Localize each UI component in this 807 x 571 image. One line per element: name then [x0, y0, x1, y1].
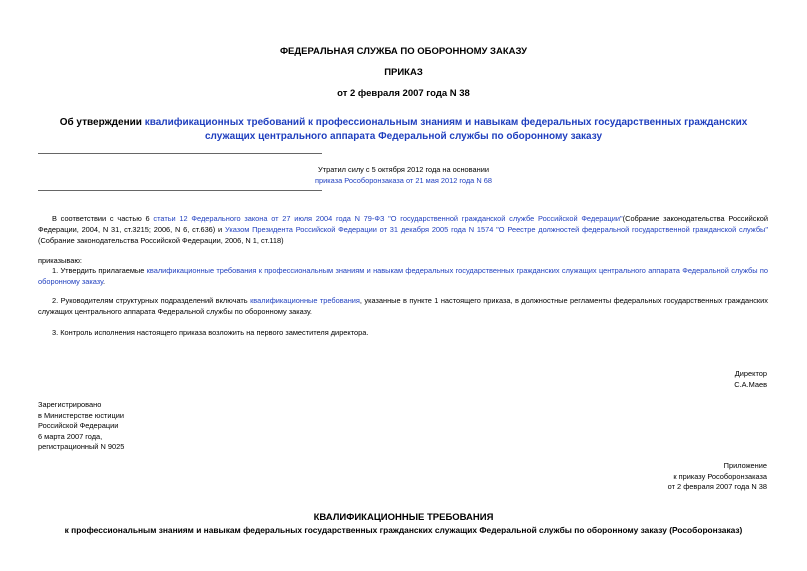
repeal-notice [0, 165, 807, 186]
divider-bottom [38, 190, 322, 191]
preamble-text-3: (Собрание законодательства Российской Федерации, 2006, N 1, ст.118) [38, 235, 284, 245]
title-prefix: Об утверждении [59, 117, 145, 128]
agency-heading: ФЕДЕРАЛЬНАЯ СЛУЖБА ПО ОБОРОННОМУ ЗАКАЗУ [279, 46, 528, 57]
registration-block [38, 400, 124, 453]
item-1-end: . [103, 276, 106, 286]
appendix-line: к приказу Рособоронзаказа [673, 471, 767, 481]
document-date: от 2 февраля 2007 года N 38 [337, 88, 470, 99]
registration-line: 6 марта 2007 года, [38, 431, 103, 441]
item-1 [38, 266, 768, 288]
title-link[interactable]: квалификационных требований к профессиональным знаниям и навыкам федеральных государственных гражданских служащих центрального аппарата Федеральной службы по оборонному заказу [144, 117, 748, 142]
law-link[interactable]: статьи 12 Федерального закона от 27 июля 2004 года N 79-ФЗ "О государственной гражданской службе Российской Федерации" [153, 214, 623, 223]
preamble-text-2: (Собрание законодательства Российской Федерации, 2004, N 31, ст.3215; 2006, N 6, ст.636) и [38, 214, 768, 234]
requirements-subheading: к профессиональным знаниям и навыкам федеральных государственных гражданских служащих Федеральной службы по оборонному заказу (Рособоронзаказ) [64, 525, 743, 535]
requirements-link[interactable]: квалификационные требования к профессиональным знаниям и навыкам федеральных государственных гражданских служащих центрального аппарата Федеральной службы по оборонному заказу [38, 266, 768, 286]
requirements-heading: КВАЛИФИКАЦИОННЫЕ ТРЕБОВАНИЯ [313, 512, 494, 523]
preamble-text-1: В соответствии с частью 6 [52, 214, 154, 223]
item-2 [38, 296, 768, 318]
order-word: приказываю: [38, 256, 82, 265]
document-type: ПРИКАЗ [384, 67, 423, 78]
appendix-line: Приложение [723, 461, 767, 470]
item-3: 3. Контроль исполнения настоящего приказа возложить на первого заместителя директора. [52, 328, 369, 337]
signature-position: Директор [734, 369, 767, 378]
registration-line: Российской Федерации [38, 421, 119, 430]
requirements-link-2[interactable]: квалификационные требования [250, 296, 360, 305]
registration-line: регистрационный N 9025 [38, 442, 125, 451]
decree-link[interactable]: Указом Президента Российской Федерации от 31 декабря 2005 года N 1574 "О Реестре должностей федеральной государственной гражданской службы" [225, 224, 768, 234]
repeal-notice-link[interactable]: приказа Рособоронзаказа от 21 мая 2012 года N 68 [315, 175, 492, 185]
repeal-notice-text: Утратил силу с 5 октября 2012 года на основании [318, 165, 489, 174]
registration-line: в Министерстве юстиции [38, 410, 125, 420]
document-title [40, 116, 767, 144]
item-2-text: 2. Руководителям структурных подразделений включать [52, 296, 251, 305]
item-1-text: 1. Утвердить прилагаемые [52, 266, 147, 275]
appendix-line: от 2 февраля 2007 года N 38 [667, 482, 767, 491]
item-2-end: , указанные в пункте 1 настоящего приказа, в должностные регламенты федеральных государственных гражданских служащих центрального аппарата Федеральной службы по оборонному заказу. [38, 296, 768, 316]
signature [734, 369, 767, 390]
appendix-note [668, 461, 767, 493]
signature-name: С.А.Маев [734, 379, 767, 389]
preamble [38, 214, 768, 246]
divider-top [38, 153, 322, 154]
registration-line: Зарегистрировано [38, 400, 102, 409]
